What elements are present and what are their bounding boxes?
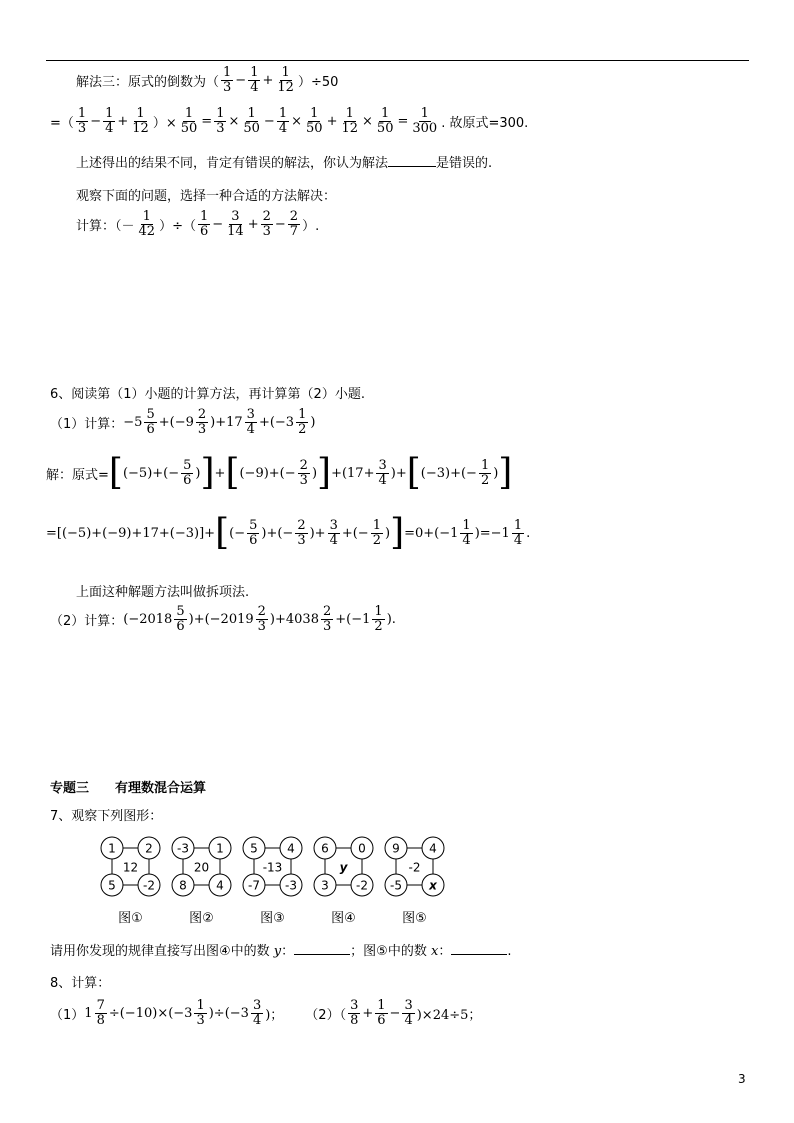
q6-p1-expression: −5 $\frac{5}{6}$ +(−9 $\frac{2}{3}$ )+17 $\frac{3}{4}$ +(−3 $\frac{1}{2}$ ) — [123, 407, 316, 437]
q7-question-a: 请用你发现的规律直接写出图④中的数 — [50, 944, 270, 959]
fig-node-value: x — [429, 878, 437, 893]
q6-title: 6、阅读第（1）小题的计算方法，再计算第（2）小题. — [50, 387, 365, 402]
fig-center-value: 20 — [193, 860, 210, 875]
fig-node-value: 4 — [287, 841, 295, 856]
fig-node-value: 0 — [358, 841, 366, 856]
fig-node-value: 5 — [250, 841, 258, 856]
fig-center-value: 12 — [122, 860, 139, 875]
q8-p1-expression: 1 $\frac{7}{8}$ ÷(−10)×(−3 $\frac{1}{3}$ )÷(−3 $\frac{3}{4}$ )； — [84, 998, 284, 1028]
solution-expression2: =[(−5)+(−9)+17+(−3)]+ [ (− $\frac{5}{6}$ )+(− $\frac{2}{3}$ )+ $\frac{3}{4}$ +(− $\frac{1}{2}$ ) ] =0+(−1 $\frac{1}{4}$ )=−1 $\frac{1}{4}$ . — [46, 512, 531, 553]
q6-solution-line1 — [46, 452, 513, 493]
fig-center-value: -13 — [262, 860, 283, 875]
fig-node-value: 6 — [321, 841, 329, 856]
period: . — [507, 944, 512, 959]
q6-part1 — [50, 408, 315, 436]
fig-label: 图② — [189, 911, 214, 926]
fig-label: 图④ — [331, 911, 356, 926]
fig-node-value: 1 — [216, 841, 224, 856]
var-x: x — [430, 944, 439, 959]
q8-p2-expression: $\frac{3}{8}$ + $\frac{1}{6}$ − $\frac{3}{4}$ )×24÷5； — [350, 998, 482, 1028]
fig-label: 图⑤ — [402, 911, 427, 926]
q7-title: 7、观察下列图形： — [50, 809, 163, 824]
fig-label: 图③ — [260, 911, 285, 926]
fig-node-value: 9 — [392, 841, 400, 856]
wrong-prefix: 上述得出的结果不同，肯定有错误的解法，你认为解法 — [76, 156, 389, 171]
calc-end: ）. — [302, 218, 320, 234]
fig-node-value: 5 — [108, 878, 116, 893]
fig-center-value: y — [339, 860, 348, 875]
topic3-title: 专题三 有理数混合运算 — [50, 781, 207, 796]
q7-question — [50, 940, 511, 959]
calc-label: 计算：（－ — [76, 218, 135, 234]
observe-line: 观察下面的问题，选择一种合适的方法解决： — [76, 189, 337, 204]
method3-line2 — [50, 107, 528, 135]
fig-node-value: -3 — [285, 878, 297, 893]
method3-label: 解法三：原式的倒数为（ — [76, 74, 220, 90]
fig-node-value: 1 — [108, 841, 116, 856]
page-number: 3 — [738, 1072, 746, 1086]
fig-node-value: -7 — [248, 878, 260, 893]
fig-node-value: 8 — [179, 878, 187, 893]
fig-center-value: -2 — [408, 860, 421, 875]
fig-node-value: -5 — [390, 878, 402, 893]
fig-node-value: 4 — [429, 841, 437, 856]
solution-label: 解：原式= — [46, 467, 109, 483]
fig-node-value: -3 — [177, 841, 189, 856]
answer-blank-x[interactable] — [451, 954, 507, 955]
method3-expansion: $\frac{1}{3}$ − $\frac{1}{4}$ + $\frac{1}{12}$ ）× $\frac{1}{50}$ = $\frac{1}{3}$ × $\frac{1}{50}$ − $\frac{1}{4}$ × $\frac{1}{50}$ + $\frac{1}{12}$ × $\frac{1}{50}$ = $\frac{1}{300}$ — [77, 106, 438, 136]
q6-part2 — [50, 605, 396, 633]
calc-mid: ）÷（ — [159, 218, 196, 234]
fig-node-value: 3 — [321, 878, 329, 893]
q7-figures-svg — [98, 832, 458, 932]
q7-question-b: ；图⑤中的数 — [350, 944, 427, 959]
q8-p1-label: （1） — [50, 1007, 85, 1023]
q8-p2-label: （2）（ — [305, 1007, 347, 1023]
fig-node-value: 4 — [216, 878, 224, 893]
fig-node-value: -2 — [356, 878, 368, 893]
q6-p1-label: （1）计算： — [50, 416, 124, 432]
fig-node-value: -2 — [143, 878, 155, 893]
answer-blank-method[interactable] — [388, 166, 436, 167]
colon-y: ： — [281, 944, 295, 959]
fig-node-value: 2 — [145, 841, 153, 856]
solution-expression1: [ (−5)+(− $\frac{5}{6}$ ) ] + [ (−9)+(− $\frac{2}{3}$ ) ] +(17+ $\frac{3}{4}$ )+ [ (−3)+(− $\frac{1}{2}$ ) ] — [108, 452, 513, 493]
wrong-method-line — [76, 152, 492, 171]
var-y: y — [273, 944, 282, 959]
header-rule — [46, 60, 749, 61]
calc-expression: $\frac{1}{6}$ − $\frac{3}{14}$ + $\frac{2}{3}$ − $\frac{2}{7}$ — [199, 209, 299, 239]
method3-line — [76, 66, 338, 94]
q8-title: 8、计算： — [50, 976, 111, 991]
q8-problems — [50, 999, 481, 1027]
conclusion-text: . 故原式=300. — [441, 115, 529, 131]
q7-figures — [98, 832, 458, 932]
wrong-suffix: 是错误的. — [436, 156, 493, 171]
calc-line: 计算：（－ $\frac{1}{42}$ ）÷（ $\frac{1}{6}$ − $\frac{3}{14}$ + $\frac{2}{3}$ − $\frac{2}{7}$ ）. — [76, 209, 320, 239]
answer-blank-y[interactable] — [294, 954, 350, 955]
q6-note: 上面这种解题方法叫做拆项法. — [76, 585, 250, 600]
line2-start: =（ — [50, 115, 74, 131]
fig-label: 图① — [118, 911, 143, 926]
method3-tail: ）÷50 — [297, 74, 339, 90]
method3-expression: $\frac{1}{3}$ − $\frac{1}{4}$ + $\frac{1}{12}$ — [223, 65, 294, 95]
q6-solution-line2 — [46, 512, 531, 553]
q6-p2-expression: (−2018 $\frac{5}{6}$ )+(−2019 $\frac{2}{3}$ )+4038 $\frac{2}{3}$ +(−1 $\frac{1}{2}$ ). — [123, 604, 396, 634]
colon-x: ： — [438, 944, 452, 959]
q6-p2-label: （2）计算： — [50, 613, 124, 629]
